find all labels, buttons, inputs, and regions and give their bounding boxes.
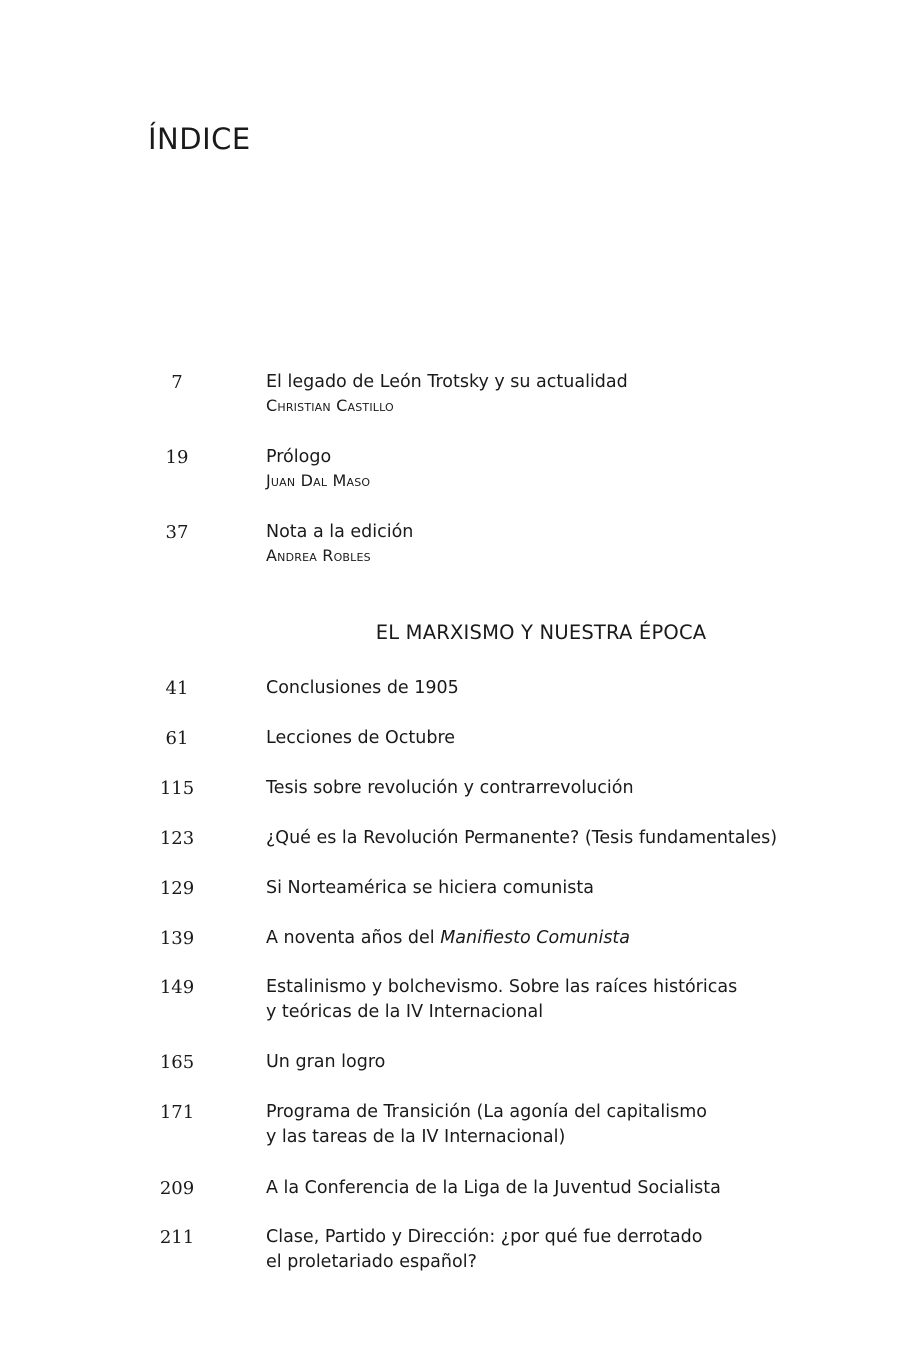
entry-text — [266, 776, 866, 801]
page-number: 7 — [171, 372, 183, 393]
entry-title: ¿Qué es la Revolución Permanente? (Tesis fundamentales) — [266, 828, 778, 848]
entry-title: Lecciones de Octubre — [266, 728, 456, 748]
page-number: 61 — [165, 728, 189, 749]
entry-text — [266, 1100, 866, 1150]
entry-text — [266, 1050, 866, 1075]
entry-title: Un gran logro — [266, 1052, 386, 1072]
entry-text — [266, 975, 866, 1025]
entry-title-prefix: A noventa años del — [266, 928, 441, 948]
page-number: 19 — [165, 447, 189, 468]
page-number: 37 — [165, 522, 189, 543]
entry-author: Juan Dal Maso — [266, 471, 371, 490]
entry-text — [266, 676, 866, 701]
page-number: 129 — [159, 878, 195, 899]
page-title: ÍNDICE — [148, 122, 251, 156]
entry-title — [266, 926, 866, 951]
entry-title: Tesis sobre revolución y contrarrevolución — [266, 778, 634, 798]
entry-text — [266, 926, 866, 951]
entry-text — [266, 1176, 866, 1201]
entry-text — [266, 726, 866, 751]
page-number: 41 — [165, 678, 189, 699]
entry-text — [266, 1225, 866, 1275]
page-number: 171 — [159, 1102, 195, 1123]
section-heading: EL MARXISMO Y NUESTRA ÉPOCA — [375, 621, 707, 644]
page-number: 209 — [159, 1178, 195, 1199]
entry-text — [266, 370, 866, 416]
page-number: 123 — [159, 828, 195, 849]
entry-title: A la Conferencia de la Liga de la Juventud Socialista — [266, 1178, 721, 1198]
entry-title: Estalinismo y bolchevismo. Sobre las raíces históricas y teóricas de la IV Internacional — [266, 977, 738, 1022]
entry-text — [266, 445, 866, 491]
entry-text — [266, 826, 866, 851]
entry-title: Nota a la edición — [266, 522, 414, 542]
entry-title: Prólogo — [266, 447, 332, 467]
entry-title: Clase, Partido y Dirección: ¿por qué fue derrotado el proletariado español? — [266, 1227, 703, 1272]
entry-title: Programa de Transición (La agonía del capitalismo y las tareas de la IV Internacional) — [266, 1102, 707, 1147]
entry-title: El legado de León Trotsky y su actualidad — [266, 372, 628, 392]
entry-text — [266, 520, 866, 566]
entry-author: Andrea Robles — [266, 546, 371, 565]
entry-title: Conclusiones de 1905 — [266, 678, 459, 698]
page-number: 149 — [159, 977, 195, 998]
page-number: 115 — [159, 778, 195, 799]
entry-text — [266, 876, 866, 901]
entry-title-italic: Manifiesto Comunista — [440, 928, 631, 948]
page-number: 165 — [159, 1052, 195, 1073]
page-number: 139 — [159, 928, 195, 949]
page-number: 211 — [159, 1227, 195, 1248]
entry-author: Christian Castillo — [266, 396, 394, 415]
entry-title: Si Norteamérica se hiciera comunista — [266, 878, 594, 898]
